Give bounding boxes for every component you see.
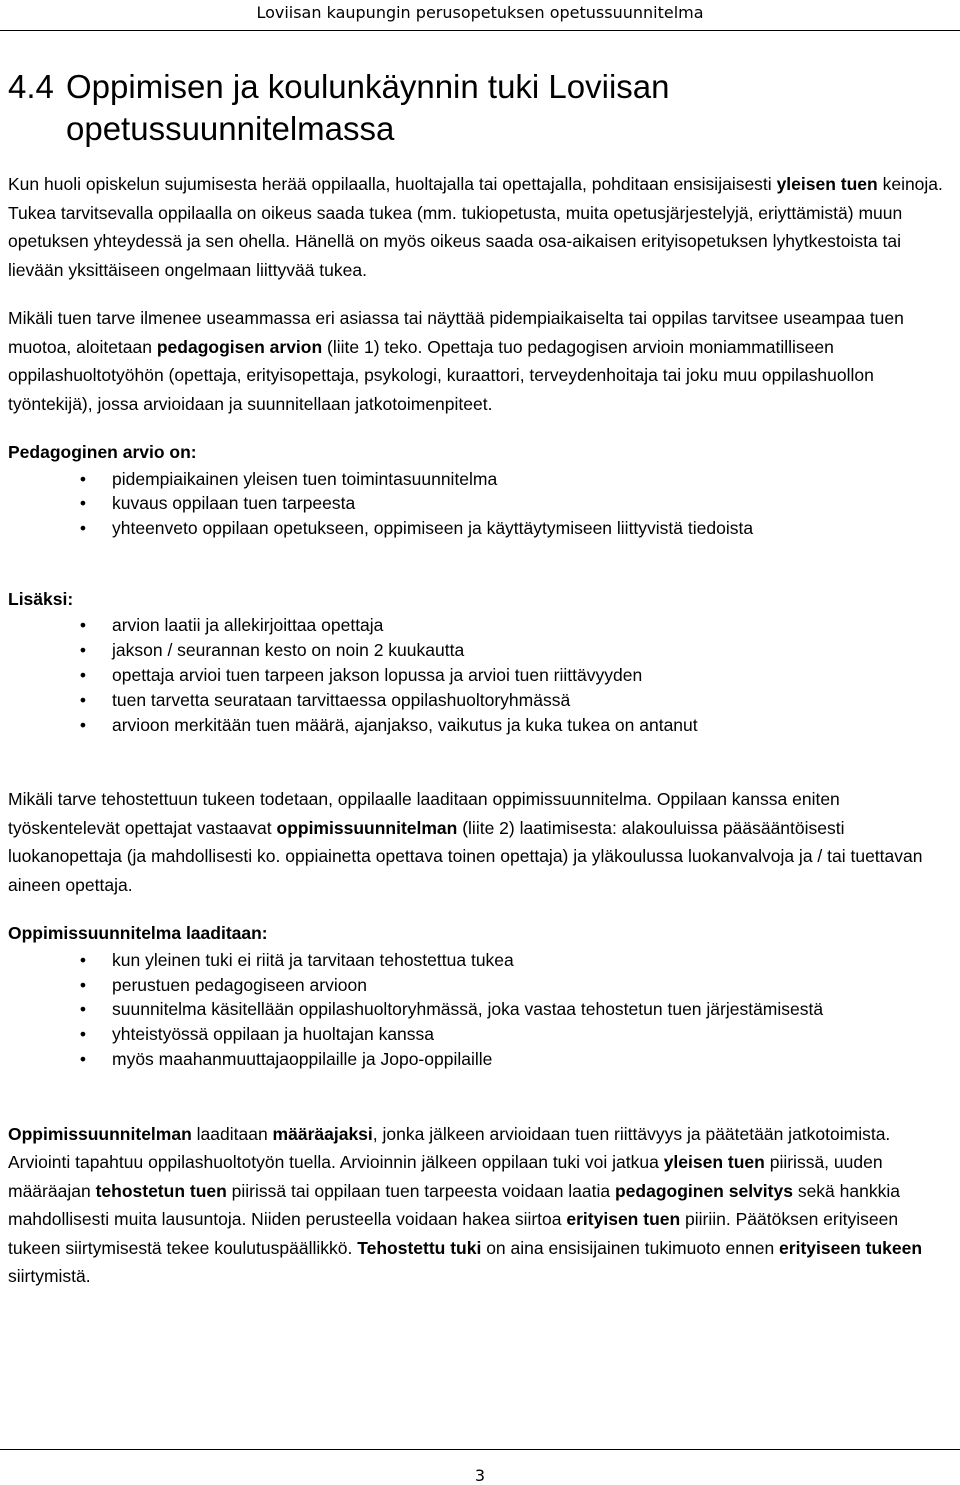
list-item [8,1047,953,1072]
paragraph-tehostettu-tuki [8,785,953,899]
emphasis-text: oppimissuunnitelman [276,817,458,838]
bullet-icon: • [79,664,87,685]
list-item-text: kun yleinen tuki ei riitä ja tarvitaan tehostettua tukea [112,949,514,970]
list-item-text: arvion laatii ja allekirjoittaa opettaja [112,615,384,636]
list-item-text: yhteistyössä oppilaan ja huoltajan kanssa [112,1024,435,1045]
paragraph-text: laaditaan [191,1123,273,1144]
bullet-icon: • [79,468,87,489]
bullet-icon: • [79,493,87,514]
paragraph-pedagoginen-arvio [8,304,953,418]
emphasis-text: pedagogisen arvion [156,336,323,357]
section-heading [8,66,953,150]
paragraph-text: (liite 2) laatimisesta: alakouluissa pääsääntöisesti luokanopettaja (ja mahdollisesti ko. oppiainetta opettava toinen opettaja) ja yläkoulussa luokanvalvoja ja / tai tuettavan aineen opettaja. [8,817,923,895]
lisaksi-heading: Lisäksi: [8,588,74,609]
emphasis-text: erityiseen tukeen [779,1237,923,1258]
list-item-text: suunnitelma käsitellään oppilashuoltoryhmässä, joka vastaa tehostetun tuen järjestämisestä [112,999,824,1020]
list-item [8,713,953,738]
list-item [8,663,953,688]
list-item [8,948,953,973]
bullet-icon: • [79,949,87,970]
paragraph-text: Kun huoli opiskelun sujumisesta herää oppilaalla, huoltajalla tai opettajalla, pohditaan ensisijaisesti [8,174,777,194]
list-item-text: perustuen pedagogiseen arvioon [112,974,367,995]
bullet-icon: • [79,1049,87,1070]
bullet-icon: • [79,640,87,661]
paragraph-text: , jonka jälkeen arvioidaan tuen riittävyys ja päätetään jatkotoimista. Arviointi tapahtuu oppilashuoltotyön tuella. Arvioinnin jälkeen oppilaan tuki voi jatkua [8,1123,891,1173]
bullet-icon: • [79,714,87,735]
emphasis-text: yleisen tuen [776,174,878,194]
paragraph-text: sekä hankkia mahdollisesti muita lausuntoja. Niiden perusteella voidaan hakea siirtoa [8,1180,900,1230]
bullet-icon: • [79,999,87,1020]
running-header: Loviisan kaupungin perusopetuksen opetussuunnitelma [256,3,704,22]
emphasis-text: Tehostettu tuki [357,1237,482,1258]
bullet-icon: • [79,1024,87,1045]
list-item [8,973,953,998]
list-item-text: myös maahanmuuttajaoppilaille ja Jopo-oppilaille [112,1049,493,1070]
paragraph-text: on aina ensisijainen tukimuoto ennen [481,1237,780,1258]
list-item [8,467,953,492]
page-number: 3 [474,1466,486,1485]
arvio-heading: Pedagoginen arvio on: [8,442,197,462]
paragraph-text: keinoja. Tukea tarvitsevalla oppilaalla on oikeus saada tukea (mm. tukiopetusta, muita opetusjärjestelyjä, eriyttämistä) muun opetuksen yhteydessä ja sen ohella. Hänellä on myös oikeus saada osa-aikaisen erityisopetuksen lyhytkestoista tai lievään yksittäiseen ongelmaan liittyvää tukea. [8,174,943,280]
list-item [8,516,953,541]
paragraph-text: (liite 1) teko. Opettaja tuo pedagogisen arvioin moniammatilliseen oppilashuoltotyöhön (opettaja, erityisopettaja, psykologi, kuraattori, terveydenhoitaja tai joku muu oppilashuollon työntekijä), jossa arvioidaan ja suunnitellaan jatkotoimenpiteet. [8,336,874,414]
arvio-list [8,467,953,541]
list-item [8,688,953,713]
emphasis-text: määräajaksi [272,1123,373,1144]
paragraph-text: piiriin. Päätöksen erityiseen tukeen siirtymisestä tekee koulutuspäällikkö. [8,1209,899,1258]
footer-divider [0,1449,960,1450]
paragraph-text: piirissä, uuden määräajan [8,1152,883,1201]
list-item [8,638,953,663]
document-body [8,66,953,1311]
paragraph-text: Mikäli tarve tehostettuun tukeen todetaan, oppilaalle laaditaan oppimissuunnitelma. Oppilaan kanssa eniten työskentelevät opettajat vastaavat [8,789,840,838]
list-item [8,491,953,516]
emphasis-text: yleisen tuen [663,1152,765,1173]
bullet-icon: • [79,974,87,995]
list-item-text: opettaja arvioi tuen tarpeen jakson lopussa ja arvioi tuen riittävyyden [112,664,643,685]
emphasis-text: tehostetun tuen [95,1180,227,1201]
bullet-icon: • [79,518,87,539]
bullet-icon: • [79,689,87,710]
list-item [8,613,953,638]
paragraph-text: piirissä tai oppilaan tuen tarpeesta voidaan laatia [226,1180,615,1201]
list-item-text: tuen tarvetta seurataan tarvittaessa oppilashuoltoryhmässä [112,689,571,710]
list-item [8,1022,953,1047]
list-item-text: jakson / seurannan kesto on noin 2 kuukautta [112,640,465,661]
paragraph-maaraaika [8,1120,953,1291]
list-item-text: kuvaus oppilaan tuen tarpeesta [112,493,356,514]
paragraph-yleinen-tuki [8,170,953,284]
section-title: Oppimisen ja koulunkäynnin tuki Loviisan opetussuunnitelmassa [66,68,670,147]
emphasis-text: pedagoginen selvitys [614,1180,793,1201]
emphasis-text: erityisen tuen [566,1209,681,1230]
lisaksi-list [8,613,953,737]
section-number: 4.4 [8,68,54,105]
list-item [8,997,953,1022]
list-item-text: pidempiaikainen yleisen tuen toimintasuunnitelma [112,468,498,489]
paragraph-text: Mikäli tuen tarve ilmenee useammassa eri asiassa tai näyttää pidempiaikaiselta tai oppilas tarvitsee useampaa tuen muotoa, aloitetaan [8,308,904,357]
emphasis-text: Oppimissuunnitelman [8,1123,192,1144]
list-item-text: arvioon merkitään tuen määrä, ajanjakso, vaikutus ja kuka tukea on antanut [112,714,698,735]
header-divider [0,30,960,31]
laaditaan-list [8,948,953,1072]
paragraph-text: siirtymistä. [8,1266,91,1287]
laaditaan-heading: Oppimissuunnitelma laaditaan: [8,923,268,944]
list-item-text: yhteenveto oppilaan opetukseen, oppimiseen ja käyttäytymiseen liittyvistä tiedoista [112,518,754,539]
bullet-icon: • [79,615,87,636]
